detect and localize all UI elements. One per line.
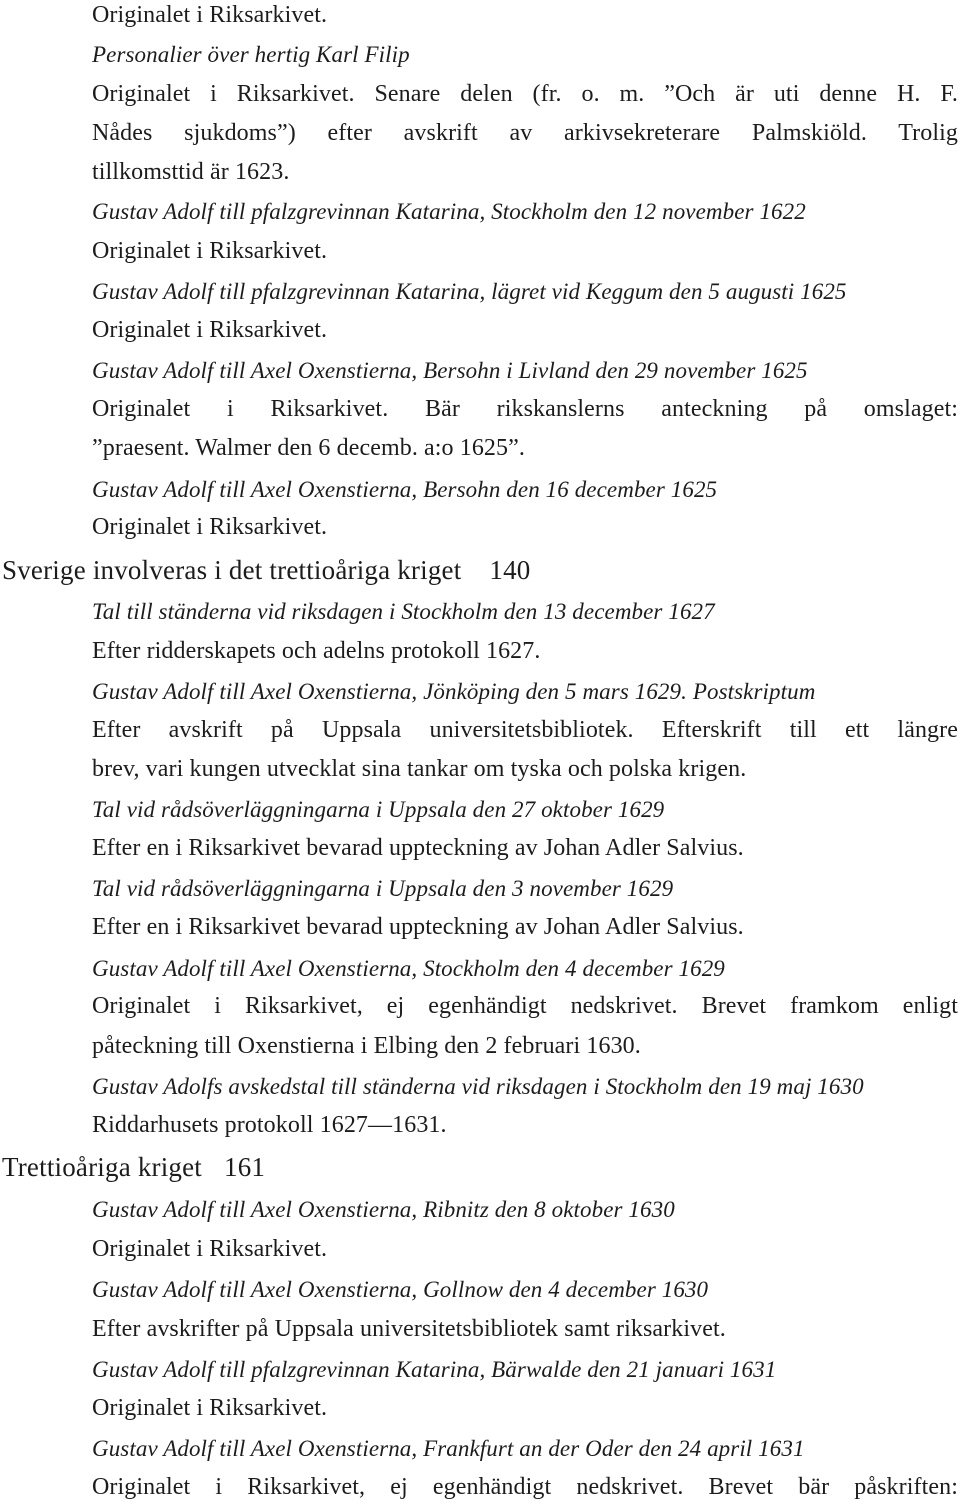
source-note: tillkomsttid är 1623. xyxy=(92,159,290,185)
source-note: Originalet i Riksarkivet. xyxy=(92,1395,328,1421)
source-note: Originalet i Riksarkivet. xyxy=(92,2,328,28)
entry-title: Gustav Adolf till pfalzgrevinnan Katarina, Stockholm den 12 november 1622 xyxy=(92,199,806,224)
entry-title: Gustav Adolf till Axel Oxenstierna, Bersohn i Livland den 29 november 1625 xyxy=(92,358,808,383)
section-heading-page: 161 xyxy=(224,1152,266,1182)
section-heading-title: Sverige involveras i det trettioåriga kriget xyxy=(2,555,462,585)
source-note: Efter en i Riksarkivet bevarad uppteckning av Johan Adler Salvius. xyxy=(92,835,744,861)
entry-title: Gustav Adolf till Axel Oxenstierna, Jönköping den 5 mars 1629. Postskriptum xyxy=(92,679,816,704)
source-note: påteckning till Oxenstierna i Elbing den 2 februari 1630. xyxy=(92,1033,641,1059)
entry-title: Gustav Adolf till Axel Oxenstierna, Frankfurt an der Oder den 24 april 1631 xyxy=(92,1436,805,1461)
entry-title: Gustav Adolf till Axel Oxenstierna, Ribnitz den 8 oktober 1630 xyxy=(92,1197,675,1222)
entry-title: Gustav Adolf till pfalzgrevinnan Katarina, lägret vid Keggum den 5 augusti 1625 xyxy=(92,279,847,304)
section-heading xyxy=(2,555,531,585)
source-note: Originalet i Riksarkivet, ej egenhändigt nedskrivet. Brevet bär påskriften: xyxy=(92,1474,958,1500)
source-note: Originalet i Riksarkivet. xyxy=(92,1236,328,1262)
source-note: Originalet i Riksarkivet. Bär rikskanslerns anteckning på omslaget: xyxy=(92,396,958,422)
source-note: Efter en i Riksarkivet bevarad uppteckning av Johan Adler Salvius. xyxy=(92,914,744,940)
source-note: Originalet i Riksarkivet, ej egenhändigt nedskrivet. Brevet framkom enligt xyxy=(92,993,958,1019)
entry-title: Tal till ständerna vid riksdagen i Stockholm den 13 december 1627 xyxy=(92,599,715,624)
entry-title: Tal vid rådsöverläggningarna i Uppsala den 3 november 1629 xyxy=(92,876,674,901)
entry-title: Tal vid rådsöverläggningarna i Uppsala den 27 oktober 1629 xyxy=(92,797,665,822)
source-note: Originalet i Riksarkivet. Senare delen (fr. o. m. ”Och är uti denne H. F. xyxy=(92,81,958,107)
source-note: Originalet i Riksarkivet. xyxy=(92,238,328,264)
entry-title: Personalier över hertig Karl Filip xyxy=(92,42,410,67)
source-note: ”praesent. Walmer den 6 decemb. a:o 1625”. xyxy=(92,435,525,461)
section-heading-page: 140 xyxy=(489,555,531,585)
source-note: Efter avskrifter på Uppsala universitetsbibliotek samt riksarkivet. xyxy=(92,1316,726,1342)
section-heading-title: Trettioåriga kriget xyxy=(2,1152,203,1182)
source-note: Efter ridderskapets och adelns protokoll 1627. xyxy=(92,638,541,664)
source-note: Efter avskrift på Uppsala universitetsbibliotek. Efterskrift till ett längre xyxy=(92,717,958,743)
entry-title: Gustav Adolf till Axel Oxenstierna, Gollnow den 4 december 1630 xyxy=(92,1277,709,1302)
source-note: brev, vari kungen utvecklat sina tankar om tyska och polska krigen. xyxy=(92,756,747,782)
entry-title: Gustav Adolf till Axel Oxenstierna, Bersohn den 16 december 1625 xyxy=(92,477,718,502)
section-heading xyxy=(2,1152,265,1182)
entry-title: Gustav Adolfs avskedstal till ständerna vid riksdagen i Stockholm den 19 maj 1630 xyxy=(92,1074,864,1099)
entry-title: Gustav Adolf till pfalzgrevinnan Katarina, Bärwalde den 21 januari 1631 xyxy=(92,1357,777,1382)
source-note: Riddarhusets protokoll 1627—1631. xyxy=(92,1112,447,1138)
source-note: Originalet i Riksarkivet. xyxy=(92,514,328,540)
source-note: Originalet i Riksarkivet. xyxy=(92,317,328,343)
source-note: Nådes sjukdoms”) efter avskrift av arkivsekreterare Palmskiöld. Trolig xyxy=(92,120,958,146)
entry-title: Gustav Adolf till Axel Oxenstierna, Stockholm den 4 december 1629 xyxy=(92,956,725,981)
